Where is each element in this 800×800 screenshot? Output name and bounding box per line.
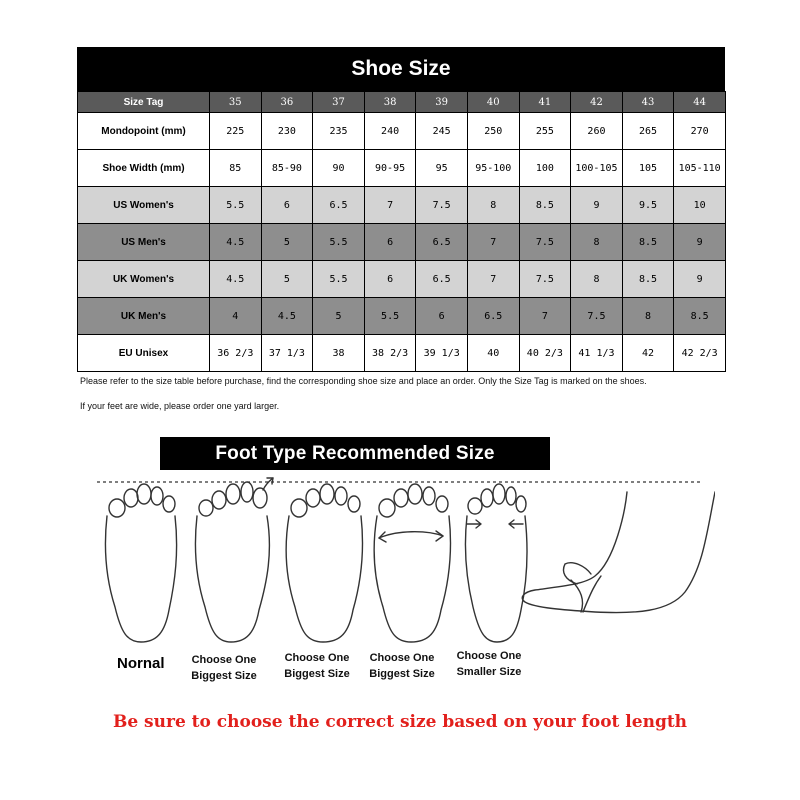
table-cell: 44 xyxy=(674,92,726,113)
table-cell: 5 xyxy=(261,261,313,298)
table-cell: 8.5 xyxy=(622,224,674,261)
foot-illustrations xyxy=(95,472,715,652)
table-cell: 265 xyxy=(622,113,674,150)
foot-narrow-icon xyxy=(465,484,527,642)
row-label: Size Tag xyxy=(78,92,210,113)
foot-length-warning: Be sure to choose the correct size based on your foot length xyxy=(112,712,688,732)
table-cell: 39 1/3 xyxy=(416,335,468,372)
table-cell: 8 xyxy=(571,261,623,298)
row-label: UK Women's xyxy=(78,261,210,298)
table-cell: 6 xyxy=(261,187,313,224)
table-cell: 90 xyxy=(313,150,365,187)
foot-label-3-line2: Biggest Size xyxy=(369,668,435,680)
table-cell: 5.5 xyxy=(313,261,365,298)
table-row xyxy=(78,298,726,335)
foot-bunion-icon xyxy=(195,478,273,642)
table-cell: 9 xyxy=(674,224,726,261)
table-cell: 5 xyxy=(313,298,365,335)
table-cell: 7 xyxy=(519,298,571,335)
row-label: Shoe Width (mm) xyxy=(78,150,210,187)
table-cell: 6 xyxy=(364,224,416,261)
table-cell: 245 xyxy=(416,113,468,150)
table-cell: 250 xyxy=(467,113,519,150)
table-cell: 270 xyxy=(674,113,726,150)
table-cell: 240 xyxy=(364,113,416,150)
table-cell: 41 xyxy=(519,92,571,113)
table-cell: 100 xyxy=(519,150,571,187)
table-row xyxy=(78,113,726,150)
table-cell: 9 xyxy=(571,187,623,224)
foot-label-1-line1: Choose One xyxy=(191,654,257,666)
foot-label-3-line1: Choose One xyxy=(369,652,435,664)
table-cell: 95 xyxy=(416,150,468,187)
wide-feet-note: If your feet are wide, please order one yard larger. xyxy=(80,401,280,411)
row-label: UK Men's xyxy=(78,298,210,335)
table-cell: 85 xyxy=(210,150,262,187)
table-cell: 225 xyxy=(210,113,262,150)
table-cell: 100-105 xyxy=(571,150,623,187)
table-cell: 7.5 xyxy=(519,261,571,298)
table-cell: 38 xyxy=(313,335,365,372)
table-row xyxy=(78,261,726,298)
table-cell: 40 2/3 xyxy=(519,335,571,372)
table-cell: 7.5 xyxy=(571,298,623,335)
table-cell: 105-110 xyxy=(674,150,726,187)
table-cell: 42 2/3 xyxy=(674,335,726,372)
table-cell: 10 xyxy=(674,187,726,224)
table-cell: 40 xyxy=(467,92,519,113)
foot-label-4-line2: Smaller Size xyxy=(456,666,522,678)
table-cell: 9.5 xyxy=(622,187,674,224)
table-cell: 90-95 xyxy=(364,150,416,187)
table-cell: 7 xyxy=(467,261,519,298)
table-cell: 85-90 xyxy=(261,150,313,187)
size-table xyxy=(77,91,726,372)
table-row xyxy=(78,187,726,224)
size-note: Please refer to the size table before purchase, find the corresponding shoe size and place an order. Only the Size Tag is marked on the shoes. xyxy=(80,376,647,386)
table-row xyxy=(78,150,726,187)
foot-label-2-line1: Choose One xyxy=(284,652,350,664)
table-cell: 37 1/3 xyxy=(261,335,313,372)
table-row xyxy=(78,224,726,261)
table-cell: 38 2/3 xyxy=(364,335,416,372)
table-cell: 6 xyxy=(364,261,416,298)
table-cell: 38 xyxy=(364,92,416,113)
foot-label-2-line2: Biggest Size xyxy=(284,668,350,680)
foot-label-2 xyxy=(277,650,357,682)
table-row xyxy=(78,335,726,372)
table-cell: 5 xyxy=(261,224,313,261)
table-cell: 6 xyxy=(416,298,468,335)
table-cell: 43 xyxy=(622,92,674,113)
table-cell: 39 xyxy=(416,92,468,113)
row-label: EU Unisex xyxy=(78,335,210,372)
size-table-title: Shoe Size xyxy=(77,47,725,91)
table-cell: 260 xyxy=(571,113,623,150)
foot-side-view-icon xyxy=(522,492,715,613)
foot-label-4-line1: Choose One xyxy=(456,650,522,662)
table-cell: 7 xyxy=(364,187,416,224)
foot-wide-icon xyxy=(286,484,362,642)
normal-foot-label: Nornal xyxy=(117,655,165,672)
table-cell: 8.5 xyxy=(674,298,726,335)
foot-normal-icon xyxy=(105,484,176,642)
foot-type-title: Foot Type Recommended Size xyxy=(160,437,550,470)
table-cell: 5.5 xyxy=(364,298,416,335)
table-cell: 35 xyxy=(210,92,262,113)
table-cell: 42 xyxy=(622,335,674,372)
table-cell: 7.5 xyxy=(519,224,571,261)
table-cell: 5.5 xyxy=(313,224,365,261)
table-cell: 6.5 xyxy=(313,187,365,224)
table-cell: 7 xyxy=(467,224,519,261)
table-cell: 40 xyxy=(467,335,519,372)
row-label: US Men's xyxy=(78,224,210,261)
table-cell: 4.5 xyxy=(261,298,313,335)
row-label: US Women's xyxy=(78,187,210,224)
table-cell: 235 xyxy=(313,113,365,150)
table-cell: 4.5 xyxy=(210,261,262,298)
table-cell: 41 1/3 xyxy=(571,335,623,372)
table-cell: 37 xyxy=(313,92,365,113)
row-label: Mondopoint (mm) xyxy=(78,113,210,150)
table-cell: 230 xyxy=(261,113,313,150)
table-cell: 105 xyxy=(622,150,674,187)
foot-label-3 xyxy=(362,650,442,682)
table-cell: 95-100 xyxy=(467,150,519,187)
table-cell: 5.5 xyxy=(210,187,262,224)
table-cell: 6.5 xyxy=(467,298,519,335)
foot-wide-arrows-icon xyxy=(374,484,450,642)
foot-label-1-line2: Biggest Size xyxy=(191,670,257,682)
table-cell: 8 xyxy=(467,187,519,224)
table-cell: 36 2/3 xyxy=(210,335,262,372)
table-cell: 255 xyxy=(519,113,571,150)
table-cell: 42 xyxy=(571,92,623,113)
table-cell: 9 xyxy=(674,261,726,298)
foot-label-1 xyxy=(184,652,264,684)
table-cell: 8 xyxy=(622,298,674,335)
table-cell: 8 xyxy=(571,224,623,261)
table-cell: 7.5 xyxy=(416,187,468,224)
table-row xyxy=(78,92,726,113)
table-cell: 6.5 xyxy=(416,224,468,261)
table-cell: 6.5 xyxy=(416,261,468,298)
table-cell: 36 xyxy=(261,92,313,113)
table-cell: 4 xyxy=(210,298,262,335)
foot-label-4 xyxy=(449,648,529,680)
table-cell: 8.5 xyxy=(622,261,674,298)
table-cell: 8.5 xyxy=(519,187,571,224)
table-cell: 4.5 xyxy=(210,224,262,261)
